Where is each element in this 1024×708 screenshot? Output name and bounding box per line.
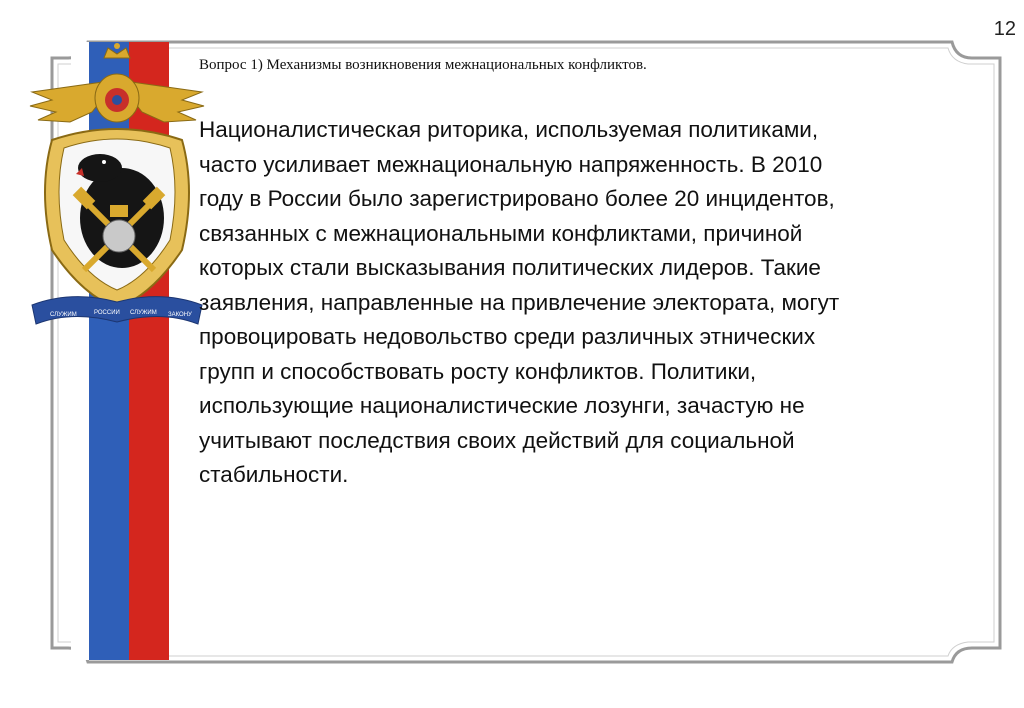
body-line: использующие националистические лозунги, зачастую не (199, 393, 805, 418)
ribbon-text-4: ЗАКОНУ (168, 312, 192, 318)
emblem-icon (22, 40, 212, 340)
body-line: которых стали высказывания политических лидеров. Такие (199, 255, 821, 280)
ribbon-text-1: СЛУЖИМ (50, 312, 77, 318)
body-line: провоцировать недовольство среди различных этнических (199, 324, 816, 349)
body-paragraph (199, 113, 969, 493)
body-line: связанных с межнациональными конфликтами, причиной (199, 220, 803, 246)
ribbon-text-2: РОССИИ (94, 310, 120, 316)
body-line: часто усиливает межнациональную напряженность. В 2010 (199, 151, 823, 177)
ribbon-text-3: СЛУЖИМ (130, 310, 157, 316)
body-line: стабильности. (199, 462, 349, 487)
body-line: году в России было зарегистрировано более 20 инцидентов, (199, 186, 835, 211)
question-heading: Вопрос 1) Механизмы возникновения межнациональных конфликтов. (199, 57, 647, 73)
body-line: Националистическая риторика, используемая политиками, (199, 117, 819, 142)
body-line: учитывают последствия своих действий для социальной (199, 427, 795, 453)
slide-number: 12 (993, 18, 1016, 40)
body-line: групп и способствовать росту конфликтов. Политики, (199, 358, 757, 384)
body-line: заявления, направленные на привлечение электората, могут (199, 289, 840, 315)
